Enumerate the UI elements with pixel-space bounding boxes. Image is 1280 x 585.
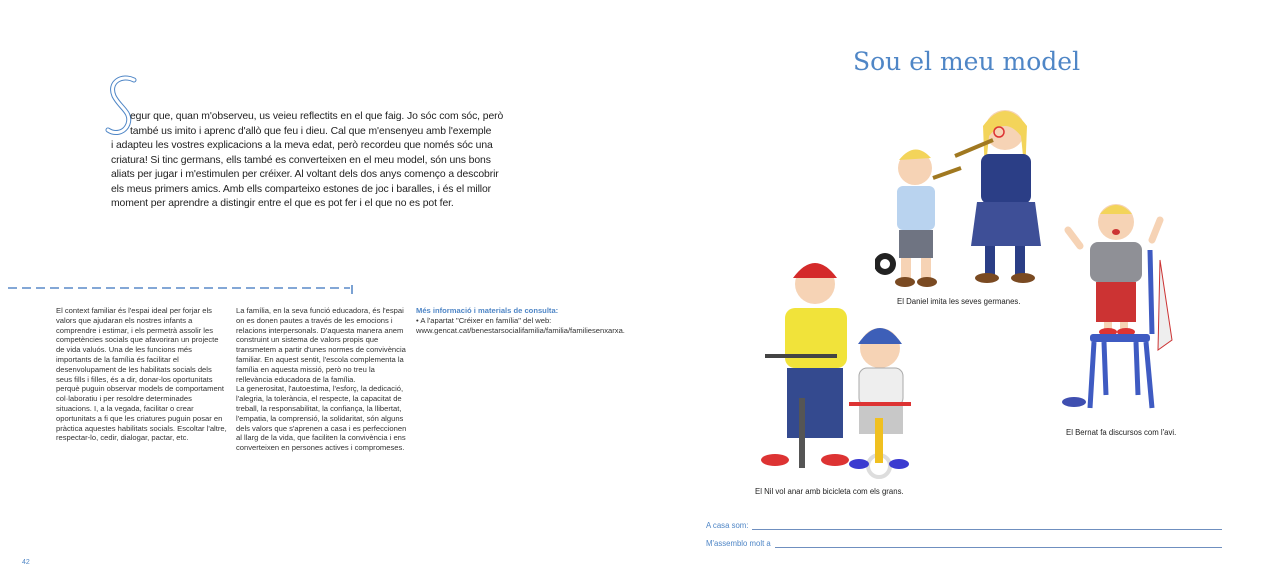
column-mes-informacio <box>416 306 625 335</box>
intro-line: moment per aprendre a distingir entre el que es pot fer i el que no es pot fer. <box>111 198 454 209</box>
column-familia-educadora <box>236 306 408 453</box>
column-text: La generositat, l'autoestima, l'esforç, la dedicació, l'alegria, la tolerància, el respecte, la capacitat de treball, la responsabilitat, la confiança, la llibertat, l'empatia, la comprensió, la solidaritat, són alguns dels valors que s'aprenen a casa i es perfeccionen al llarg de la vida, que faciliten la convivència i ens converteixen en persones actives i compromeses. <box>236 384 407 453</box>
column-text: La família, en la seva funció educadora, és l'espai on es donen pautes a través de les emocions i relacions interpersonals. D'aquesta manera anem construint un sistema de valors propis que transmetem a partir d'unes normes de convivència familiar. En aquest sentit, l'escola complementa la família en aquesta missió, però no treu la rellevància educadora de la família. <box>236 306 406 384</box>
fill-in-casa-som <box>706 521 1222 530</box>
fill-in-label: A casa som: <box>706 521 749 530</box>
caption-daniel: El Daniel imita les seves germanes. <box>897 297 1021 306</box>
intro-line: criatura! Si tinc germans, ells també es converteixen en el meu model, són uns bons <box>111 154 491 166</box>
fill-in-line[interactable] <box>775 539 1222 548</box>
fill-in-line[interactable] <box>752 521 1222 530</box>
intro-line: els meus primers amics. Amb ells comparteixo estones de joc i baralles, i és el millor <box>111 183 492 195</box>
illustration-bernat-chair <box>1060 190 1180 415</box>
more-info-heading: Més informació i materials de consulta: <box>416 306 559 315</box>
illustration-nil-bicycle <box>755 248 925 483</box>
intro-line: i adapteu les vostres explicacions a la meva edat, però recordeu que només sóc una <box>111 140 493 151</box>
dashed-divider <box>6 282 356 296</box>
fill-in-label: M'assemblo molt a <box>706 539 771 548</box>
caption-bernat: El Bernat fa discursos com l'avi. <box>1066 428 1177 437</box>
column-text: El context familiar és l'espai ideal per forjar els valors que ajudaran els nostres infants a comprendre i estimar, i els permetrà assolir les competències socials que afavoriran un projecte de vida valuós. Una de les funcions més importants de la família és facilitar el desenvolupament de les habilitats socials dels seus fills i filles, és a dir, donar-los oportunitats perquè puguin observar models de comportament col·laboratiu i per resoldre determinades situacions. I, a la vegada, facilitar o crear oportunitats a fi que les criatures puguin posar en pràctica aquestes habilitats socials. Escoltar l'altre, respectar-lo, cedir, dialogar, pactar, etc. <box>56 306 227 443</box>
page-title: Sou el meu model <box>853 47 1081 76</box>
intro-line: aliats per jugar i m'estimulen per créixer. Al voltant dels dos anys començo a descobrir <box>111 169 499 180</box>
more-info-link[interactable]: • A l'apartat "Créixer en família" del web: www.gencat.cat/benestarsocialifamilia/familia/familiesenxarxa. <box>416 315 625 335</box>
page-number: 42 <box>22 559 30 566</box>
fill-in-assemblo <box>706 539 1222 548</box>
intro-line: també us imito i aprenc d'allò que feu i dieu. Cal que m'ensenyeu amb l'exemple <box>130 125 492 137</box>
column-context-familiar <box>56 306 228 443</box>
caption-nil: El Nil vol anar amb bicicleta com els grans. <box>755 487 904 496</box>
intro-text <box>111 110 531 212</box>
intro-line: egur que, quan m'observeu, us veieu reflectits en el que faig. Jo sóc com sóc, però <box>130 111 504 122</box>
